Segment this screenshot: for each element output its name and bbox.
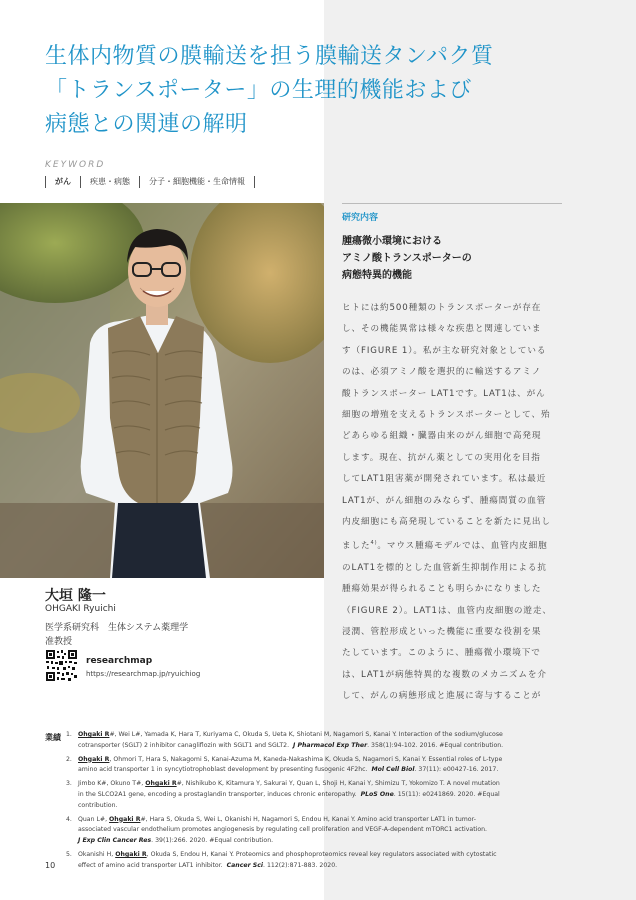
publication-text: . 112(2):871-883. 2020.: [263, 861, 338, 869]
author-highlight: Ohgaki R: [78, 755, 110, 763]
affiliation-text: 医学系研究科 生体システム薬理学: [45, 623, 189, 633]
researchmap-link[interactable]: https://researchmap.jp/ryuichiog: [86, 670, 201, 678]
title-line: 病態との関連の解明: [45, 112, 248, 137]
body-line: のLAT1を標的とした血管新生抑制作用による抗: [342, 562, 547, 573]
publication-text: #, Hara S, Okuda S, Wei L, Okanishi H, Nagamori S, Endou H, Kanai Y. Amino acid transporter LAT1 in tumor-: [140, 815, 476, 823]
publication-item: [66, 815, 566, 847]
body-line: は、LAT1が病態特異的な複数のメカニズムを介: [342, 669, 547, 680]
keyword-item: 分子・細胞機能・生命情報: [139, 176, 255, 188]
publication-text: associated vascular endothelium promotes angiogenesis by regulating cell proliferation and VEGF-A-dependent mTORC1 activation.: [78, 826, 488, 834]
author-highlight: Ohgaki R: [115, 850, 147, 858]
body-line: たしています。このように、腫瘍微小環境下で: [342, 648, 541, 659]
research-label: 研究内容: [342, 213, 379, 223]
journal-name: Cancer Sci: [226, 861, 264, 869]
publication-text: . 15(11): e0241869. 2020. #Equal: [393, 790, 500, 798]
author-highlight: Ohgaki R: [145, 780, 177, 788]
author-highlight: Ohgaki R: [109, 815, 141, 823]
title-line: 生体内物質の膜輸送を担う膜輸送タンパク質: [45, 44, 494, 69]
body-line: します。現在、抗がん薬としての実用化を目指: [342, 452, 541, 463]
publication-text: in the SLCO2A1 gene, encoding a prostaglandin transporter, induces chronic enteropathy.: [78, 790, 357, 798]
journal-name: Mol Cell Biol: [371, 766, 415, 774]
body-line: 酸トランスポーター LAT1です。LAT1は、がん: [342, 388, 546, 399]
portrait-photo: [0, 203, 324, 578]
publication-text: . 39(1):266. 2020. #Equal contribution.: [151, 837, 274, 845]
section-divider: [342, 203, 562, 204]
position-text: 准教授: [45, 637, 73, 647]
heading-line: 病態特異的機能: [342, 270, 412, 281]
publication-text: Jimbo K#, Okuno T#,: [78, 780, 146, 788]
title-line: 「トランスポーター」の生理的機能および: [45, 78, 472, 103]
journal-name: J Exp Clin Cancer Res: [78, 837, 152, 845]
research-body: [342, 298, 564, 708]
publication-text: #, Nishikubo K, Kitamura Y, Sakurai Y, Quan L, Shoji H, Kanai Y, Shimizu T, Yokomizo T. A novel mutation: [176, 780, 500, 788]
profile-name: 大垣 隆一: [45, 588, 106, 604]
page-number: 10: [45, 861, 56, 870]
body-line: 浸潤、管腔形成といった機能に重要な役割を果: [342, 626, 542, 637]
publication-item: [66, 730, 566, 752]
publication-number: 2.: [66, 755, 72, 763]
keyword-list: [45, 176, 255, 188]
heading-line: 腫瘍微小環境における: [342, 236, 442, 247]
publication-text: contribution.: [78, 801, 118, 809]
publication-number: 4.: [66, 815, 72, 823]
publication-text: cotransporter (SGLT) 2 inhibitor canagliflozin with SGLT1 and SGLT2.: [78, 741, 290, 749]
body-line: 腫瘍効果が得られることも明らかになりました: [342, 584, 542, 595]
body-line: してLAT1阻害薬が開発されています。私は最近: [342, 474, 547, 485]
body-line: して、がんの病態形成と進展に寄与することが: [342, 691, 542, 702]
publication-number: 3.: [66, 780, 72, 788]
body-line: [342, 533, 564, 557]
keyword-item: がん: [45, 176, 80, 188]
body-text-segment: 。マウス腫瘍モデルでは、血管内皮細胞: [377, 541, 548, 552]
profile-name-en: OHGAKI Ryuichi: [45, 604, 116, 614]
publication-item: [66, 850, 566, 872]
body-line: （FIGURE 2）。LAT1は、血管内皮細胞の遊走、: [342, 605, 552, 616]
body-line: す（FIGURE 1）。私が主な研究対象としている: [342, 345, 547, 356]
publication-text: Okanishi H,: [78, 850, 116, 858]
publication-text: effect of amino acid transporter LAT1 inhibitor.: [78, 861, 223, 869]
publication-text: . 358(1):94-102. 2016. #Equal contribution.: [367, 741, 504, 749]
publication-text: Quan L#,: [78, 815, 110, 823]
journal-name: PLoS One: [360, 790, 394, 798]
research-heading: [342, 233, 472, 284]
publication-number: 1.: [66, 731, 72, 738]
portrait-illustration: [0, 203, 324, 578]
publication-text: amino acid transporter 1 in syncytiotrophoblast development by presenting fusogenic 4F2hc.: [78, 766, 368, 774]
publication-item: [66, 779, 566, 811]
author-highlight: Ohgaki R: [78, 731, 110, 738]
body-line: し、その機能異常は様々な疾患と関連していま: [342, 324, 542, 335]
publication-text: , Ohmori T, Hara S, Nakagomi S, Kanai-Azuma M, Kaneda-Nakashima K, Okuda S, Nagamori S, Kanai Y. Essential roles of L-type: [109, 755, 503, 763]
page-title: [45, 40, 505, 142]
keyword-item: 疾患・病態: [80, 176, 139, 188]
keyword-label: KEYWORD: [45, 160, 106, 170]
publication-number: 5.: [66, 850, 72, 858]
publication-text: , Okuda S, Endou H, Kanai Y. Proteomics and phosphoproteomics reveal key regulators associated with cytostatic: [146, 850, 497, 858]
body-line: 細胞の増殖を支えるトランスポーターとして、殆: [342, 410, 551, 421]
publication-list: [66, 730, 566, 875]
publication-text: . 37(11): e00427-16. 2017.: [414, 766, 499, 774]
body-line: 内皮細胞にも高発現していることを新たに見出し: [342, 517, 551, 528]
qr-code-icon[interactable]: [45, 649, 78, 682]
journal-name: J Pharmacol Exp Ther: [293, 741, 368, 749]
heading-line: アミノ酸トランスポーターの: [342, 253, 472, 264]
body-line: のは、必須アミノ酸を選択的に輸送するアミノ: [342, 367, 542, 378]
footnote-ref: 4): [370, 540, 378, 547]
body-text-segment: ました: [342, 541, 371, 552]
publication-text: #, Wei L#, Yamada K, Hara T, Kuriyama C, Okuda S, Ueta K, Shiotani M, Nagamori S, Kanai Y. Interaction of the sodium/glucose: [109, 731, 503, 738]
body-line: LAT1が、がん細胞のみならず、腫瘍間質の血管: [342, 495, 547, 506]
publication-item: [66, 755, 566, 777]
body-line: どあらゆる組織・臓器由来のがん細胞で高発現: [342, 431, 542, 442]
researchmap-label: researchmap: [86, 656, 153, 666]
profile-affiliation: [45, 621, 188, 649]
body-line: ヒトには約500種類のトランスポーターが存在: [342, 303, 542, 313]
publications-label: 業績: [45, 733, 61, 742]
